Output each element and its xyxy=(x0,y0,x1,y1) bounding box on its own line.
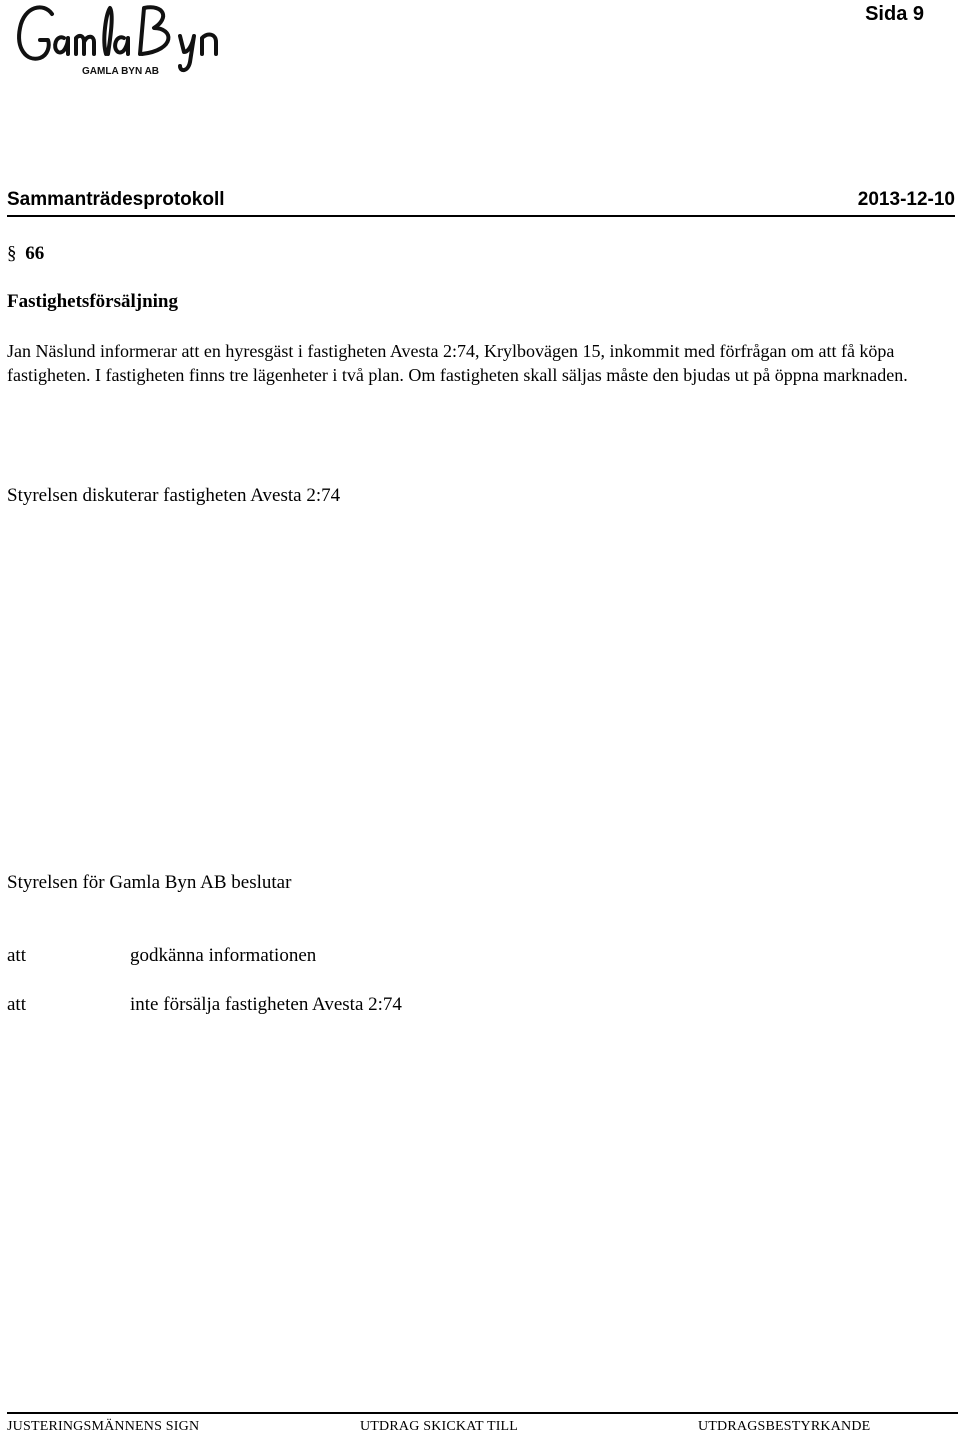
decision-item-label: att xyxy=(7,945,26,966)
company-logo xyxy=(14,0,229,80)
section-number xyxy=(7,243,44,265)
logo-subtitle: GAMLA BYN AB xyxy=(82,66,160,77)
discussion-text: Styrelsen diskuterar fastigheten Avesta 2:74 xyxy=(7,485,341,506)
section-paragraph: Jan Näslund informerar att en hyresgäst i fastigheten Avesta 2:74, Krylbovägen 15, inkommit med förfrågan om att få köpa fastigheten. I fastigheten finns tre lägenheter i två plan. Om fastigheten skall säljas måste den bjudas ut på öppna marknaden. xyxy=(7,341,908,385)
footer-sent-to-label: UTDRAG SKICKAT TILL xyxy=(360,1419,519,1434)
decision-intro: Styrelsen för Gamla Byn AB beslutar xyxy=(7,872,292,893)
document-date: 2013-12-10 xyxy=(857,189,955,210)
section-symbol: § xyxy=(7,243,17,264)
footer-signature-label: JUSTERINGSMÄNNENS SIGN xyxy=(7,1419,200,1434)
footer-divider xyxy=(7,1412,958,1414)
decision-item-text: godkänna informationen xyxy=(130,945,317,966)
footer-certified-label: UTDRAGSBESTYRKANDE xyxy=(698,1419,871,1434)
section-number-value: 66 xyxy=(25,243,45,264)
page-number: Sida 9 xyxy=(865,3,924,25)
decision-item-label: att xyxy=(7,994,26,1015)
document-title: Sammanträdesprotokoll xyxy=(7,189,225,210)
decision-item-text: inte försälja fastigheten Avesta 2:74 xyxy=(130,994,402,1015)
section-heading: Fastighetsförsäljning xyxy=(7,291,178,312)
document-header xyxy=(7,189,955,217)
